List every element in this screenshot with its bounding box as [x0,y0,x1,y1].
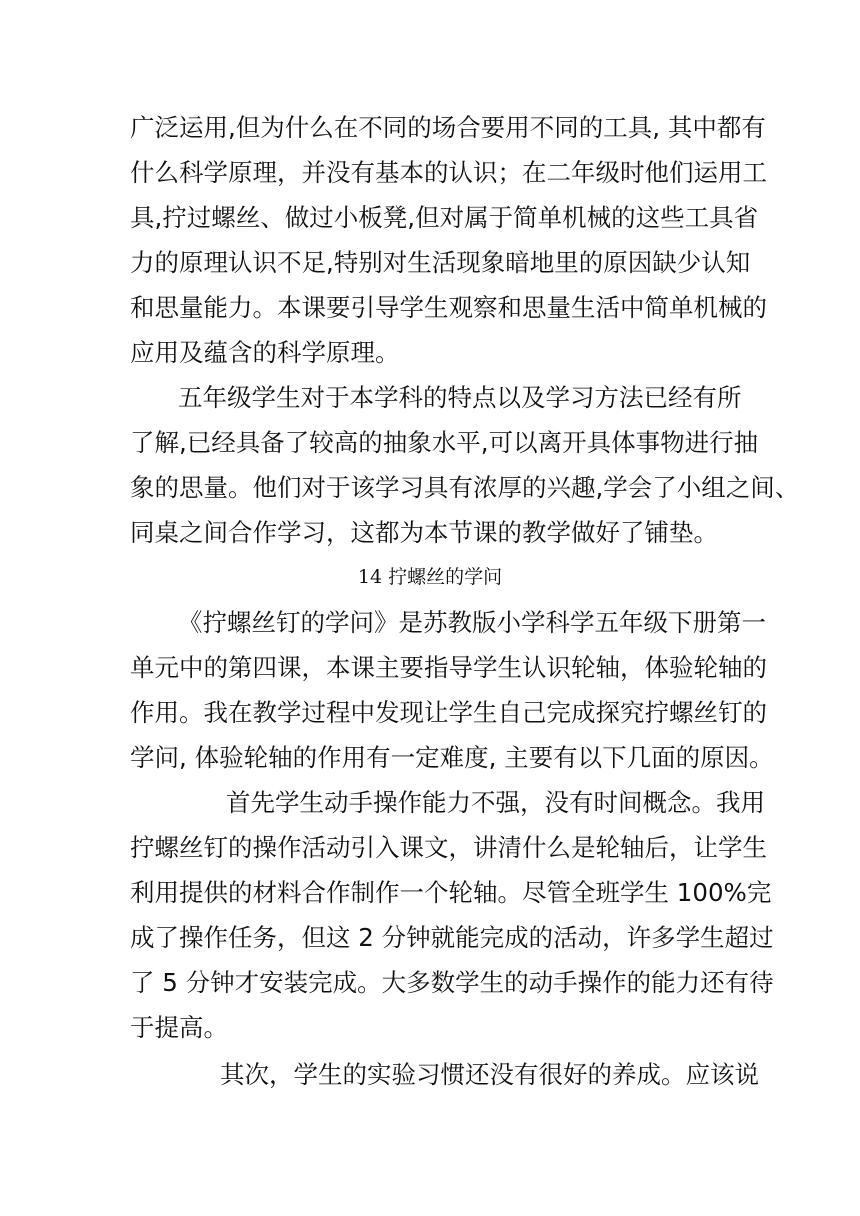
paragraph-4-line-3: 利用提供的材料合作制作一个轮轴。尽管全班学生 100%完 [130,878,772,907]
paragraph-1-line-3: 具,拧过螺丝、做过小板凳,但对属于简单机械的这些工具省 [130,203,759,232]
paragraph-5-line-1: 其次，学生的实验习惯还没有很好的养成。应该说 [220,1060,759,1089]
paragraph-4-line-5: 了 5 分钟才安装完成。大多数学生的动手操作的能力还有待 [130,968,774,997]
paragraph-3-line-3: 作用。我在教学过程中发现让学生自己完成探究拧螺丝钉的 [130,698,767,727]
paragraph-1-line-6: 应用及蕴含的科学原理。 [130,338,400,367]
paragraph-3-line-2: 单元中的第四课，本课主要指导学生认识轮轴，体验轮轴的 [130,653,767,682]
paragraph-2-line-3: 象的思量。他们对于该学习具有浓厚的兴趣,学会了小组之间、 [130,473,800,502]
paragraph-3-line-1: 《拧螺丝钉的学问》是苏教版小学科学五年级下册第一 [178,608,766,637]
section-title: 14 拧螺丝的学问 [357,566,503,588]
paragraph-4-line-6: 于提高。 [130,1013,228,1042]
paragraph-3-line-4: 学问, 体验轮轴的作用有一定难度, 主要有以下几面的原因。 [130,743,774,772]
paragraph-2-line-4: 同桌之间合作学习，这都为本节课的教学做好了铺垫。 [130,518,718,547]
paragraph-4-line-2: 拧螺丝钉的操作活动引入课文，讲清什么是轮轴后，让学生 [130,833,767,862]
paragraph-1-line-2: 什么科学原理，并没有基本的认识；在二年级时他们运用工 [130,158,767,187]
paragraph-1-line-4: 力的原理认识不足,特别对生活现象暗地里的原因缺少认知 [130,248,751,277]
paragraph-1-line-1: 广泛运用,但为什么在不同的场合要用不同的工具, 其中都有 [130,113,766,142]
paragraph-4-line-1: 首先学生动手操作能力不强，没有时间概念。我用 [226,788,765,817]
paragraph-2-line-1: 五年级学生对于本学科的特点以及学习方法已经有所 [178,383,742,412]
paragraph-4-line-4: 成了操作任务，但这 2 分钟就能完成的活动，许多学生超过 [130,923,774,952]
paragraph-1-line-5: 和思量能力。本课要引导学生观察和思量生活中简单机械的 [130,293,767,322]
paragraph-2-line-2: 了解,已经具备了较高的抽象水平,可以离开具体事物进行抽 [130,428,759,457]
